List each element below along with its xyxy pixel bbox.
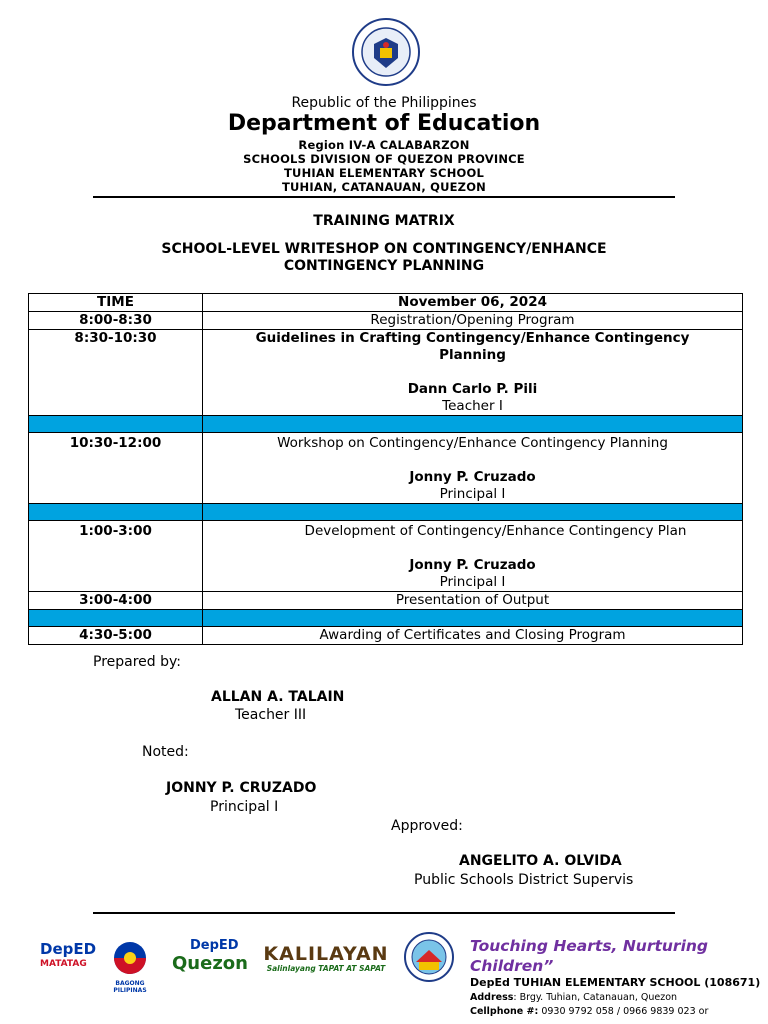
school-slogan-line2: Children” [470,957,554,975]
table-row [29,521,743,592]
table-row [29,592,743,610]
row-activity [203,521,743,592]
cellphone-label: Cellphone #: [470,1006,539,1017]
activity-title: Workshop on Contingency/Enhance Contingency Planning [277,435,668,451]
noted-name: JONNY P. CRUZADO [166,780,317,796]
prepared-name: ALLAN A. TALAIN [211,689,345,705]
row-time: 1:00-3:00 [29,521,203,592]
speaker-name: Dann Carlo P. Pili [407,381,538,397]
cellphone-value: 0930 9792 058 / 0966 9839 023 or [538,1006,709,1017]
school-slogan [470,936,708,976]
row-activity: Awarding of Certificates and Closing Program [203,627,743,645]
header-republic: Republic of the Philippines [291,95,477,111]
prepared-label: Prepared by: [93,654,181,670]
kalilayan-logo-text: KALILAYAN [263,943,389,965]
approved-name: ANGELITO A. OLVIDA [459,853,622,869]
table-row [29,312,743,330]
deped-quezon-logo [162,938,248,978]
table-header-row [29,294,743,312]
row-activity: Registration/Opening Program [203,312,743,330]
deped-matatag-logo-subtext: MATATAG [40,959,87,969]
break-row [29,416,743,433]
address-value: : Brgy. Tuhian, Catanauan, Quezon [513,992,678,1003]
row-time: 10:30-12:00 [29,433,203,504]
header-location: TUHIAN, CATANAUAN, QUEZON [281,180,487,194]
school-cellphone [470,1006,708,1017]
bagong-pilipinas-logo [103,938,157,994]
speaker-name: Jonny P. Cruzado [409,469,536,485]
deped-quezon-logo-text: DepED [190,938,239,953]
table-row [29,433,743,504]
prepared-position: Teacher III [235,707,307,723]
bagong-pilipinas-text: BAGONG PILIPINAS [113,980,147,994]
school-address [470,992,677,1003]
school-slogan-line1: Touching Hearts, Nurturing [470,937,709,955]
doc-subtitle-line1: SCHOOL-LEVEL WRITESHOP ON CONTINGENCY/ENHANCE [161,241,607,257]
table-row [29,330,743,416]
col-header-date: November 06, 2024 [203,294,743,312]
speaker-position: Principal I [439,486,506,502]
break-row [29,610,743,627]
header-department: Department of Education [227,111,541,136]
row-time: 3:00-4:00 [29,592,203,610]
header-region: Region IV-A CALABARZON [298,138,470,152]
row-activity [203,330,743,416]
activity-title-line2: Planning [439,347,506,363]
bagong-pilipinas-emblem [103,938,157,976]
break-row [29,504,743,521]
approved-label: Approved: [391,818,463,834]
row-time: 8:00-8:30 [29,312,203,330]
activity-title-line1: Guidelines in Crafting Contingency/Enhance Contingency [255,330,690,346]
doc-subtitle [0,241,768,275]
speaker-position: Principal I [439,574,506,590]
school-id: DepEd TUHIAN ELEMENTARY SCHOOL (108671) [470,976,761,989]
row-time: 4:30-5:00 [29,627,203,645]
header-school: TUHIAN ELEMENTARY SCHOOL [283,166,484,180]
doc-subtitle-line2: CONTINGENCY PLANNING [283,258,485,274]
col-header-time: TIME [29,294,203,312]
row-activity: Presentation of Output [203,592,743,610]
noted-label: Noted: [142,744,189,760]
deped-matatag-logo [40,940,98,982]
table-row [29,627,743,645]
doc-title: TRAINING MATRIX [313,213,455,229]
deped-matatag-logo-text: DepED [40,940,97,958]
row-activity [203,433,743,504]
row-time: 8:30-10:30 [29,330,203,416]
deped-seal-logo [352,18,420,86]
training-matrix-table [28,293,743,645]
speaker-name: Jonny P. Cruzado [409,557,536,573]
address-label: Address [470,992,514,1003]
kalilayan-logo-subtext: Salinlayang TAPAT AT SAPAT [266,964,386,973]
kalilayan-logo [255,944,397,980]
noted-position: Principal I [210,799,279,815]
tuhian-school-logo [404,932,454,982]
activity-title: Development of Contingency/Enhance Contingency Plan [304,523,687,539]
header-division: SCHOOLS DIVISION OF QUEZON PROVINCE [243,152,525,166]
footer-divider [93,912,675,914]
approved-position: Public Schools District Supervis [414,872,634,888]
speaker-position: Teacher I [442,398,503,414]
header-divider [93,196,675,198]
deped-quezon-logo-subtext: Quezon [172,953,248,974]
